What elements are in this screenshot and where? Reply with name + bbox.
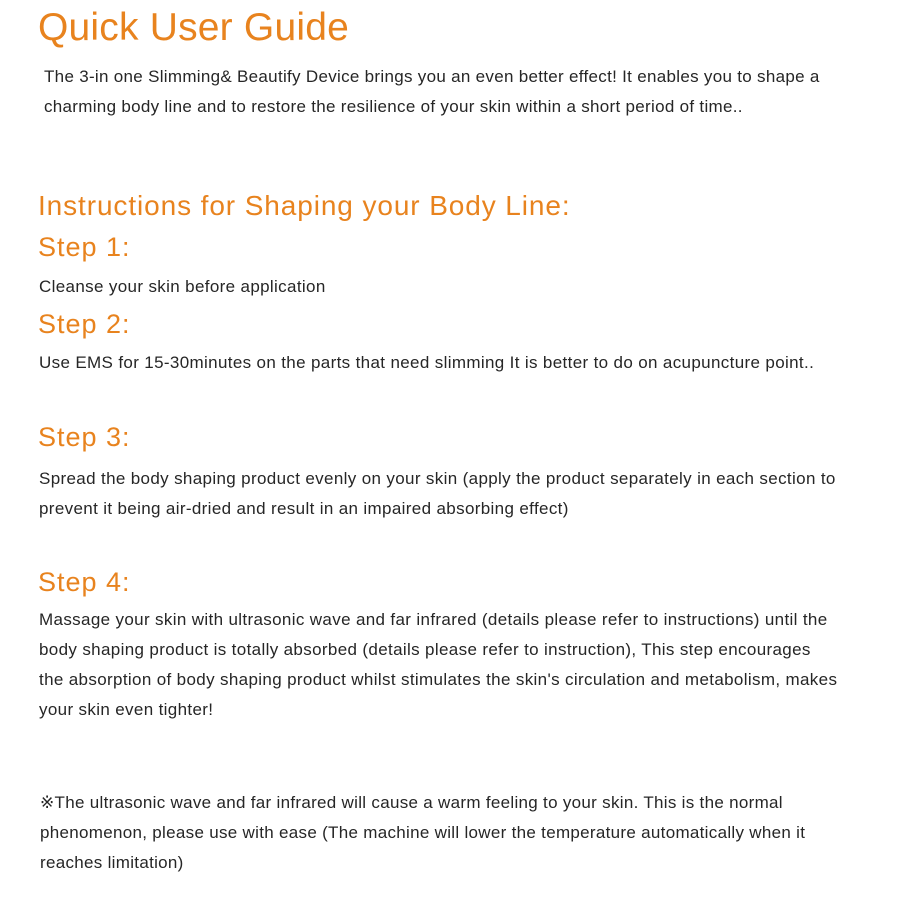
instructions-heading: Instructions for Shaping your Body Line: [38, 190, 571, 221]
intro-paragraph: The 3-in one Slimming& Beautify Device brings you an even better effect! It enables you to shape a charming body line and to restore the resilience of your skin within a short period of time.. [44, 67, 820, 116]
step-3-text: Spread the body shaping product evenly on your skin (apply the product separately in each section to prevent it being air-dried and result in an impaired absorbing effect) [39, 469, 836, 518]
step-2-text: Use EMS for 15-30minutes on the parts that need slimming It is better to do on acupuncture point.. [39, 353, 815, 372]
step-1-heading: Step 1: [38, 232, 131, 262]
step-1-text: Cleanse your skin before application [39, 277, 326, 296]
warning-note: ※The ultrasonic wave and far infrared will cause a warm feeling to your skin. This is the normal phenomenon, please use with ease (The machine will lower the temperature automatically when it reaches limitation) [40, 793, 806, 872]
step-4-heading: Step 4: [38, 567, 131, 597]
page-title: Quick User Guide [38, 6, 349, 49]
step-4-text: Massage your skin with ultrasonic wave and far infrared (details please refer to instructions) until the body shaping product is totally absorbed (details please refer to instruction), This step encourages the absorption of body shaping product whilst stimulates the skin's circulation and metabolism, makes your skin even tighter! [39, 610, 838, 719]
step-3-heading: Step 3: [38, 422, 131, 452]
step-2-heading: Step 2: [38, 309, 131, 339]
